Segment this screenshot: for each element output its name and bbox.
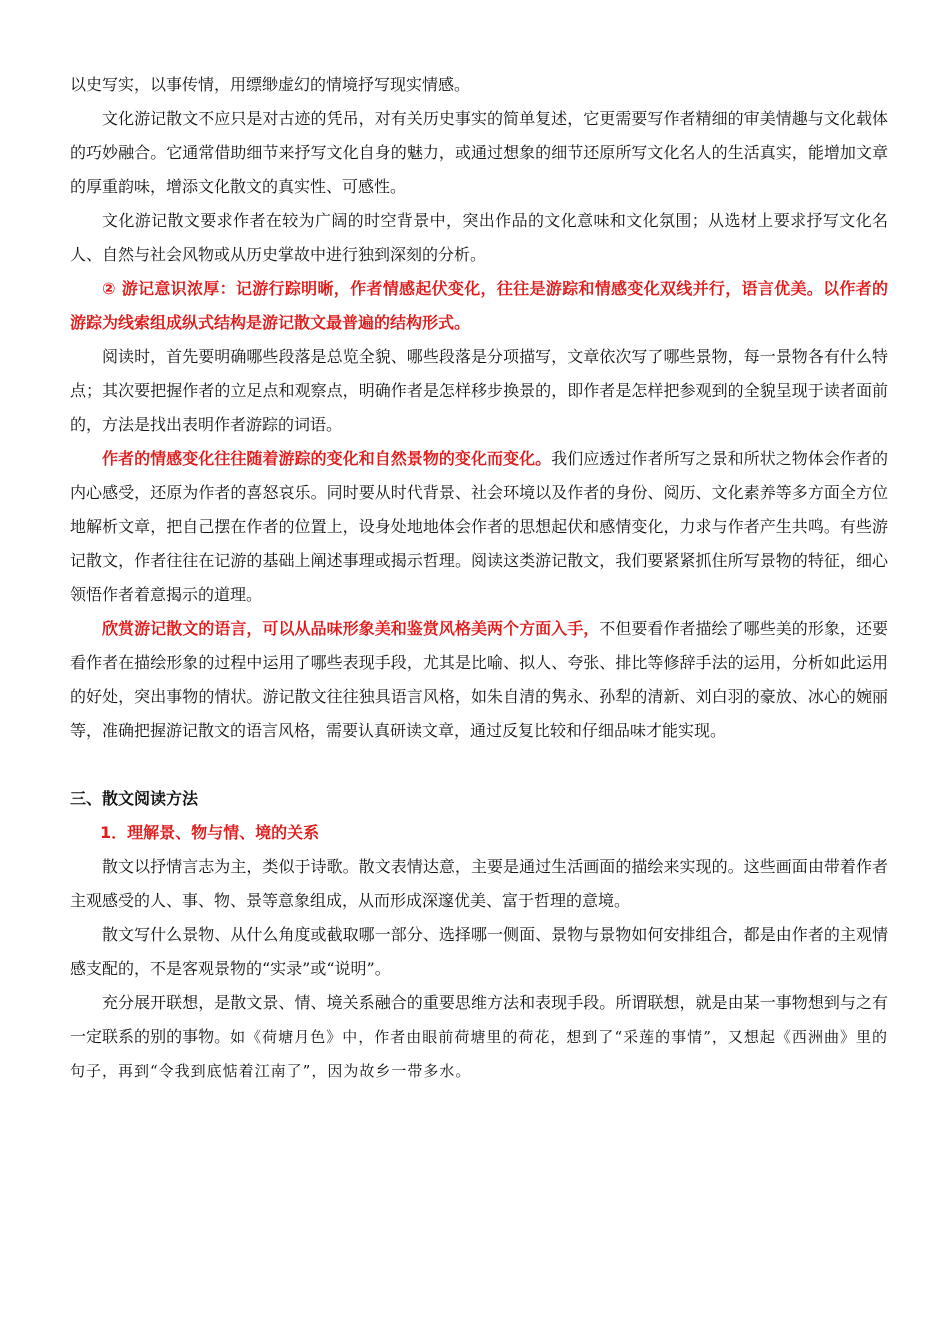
paragraph: 散文以抒情言志为主，类似于诗歌。散文表情达意，主要是通过生活画面的描绘来实现的。这些画面由带着作者主观感受的人、事、物、景等意象组成，从而形成深邃优美、富于哲理的意境。 bbox=[70, 857, 888, 910]
highlighted-sentence: 作者的情感变化往往随着游踪的变化和自然景物的变化而变化。 bbox=[102, 449, 552, 468]
subsection-heading: 1．理解景、物与情、境的关系 bbox=[100, 823, 320, 842]
paragraph-text: 不但要看作者描绘了哪些美的形象，还要看作者在描绘形象的过程中运用了哪些表现手段，尤其是比喻、拟人、夸张、排比等修辞手法的运用，分析如此运用的好处，突出事物的情状。游记散文往往独具语言风格，如朱自清的隽永、孙犁的清新、刘白羽的豪放、冰心的婉丽等，准确把握游记散文的语言风格，需要认真研读文章，通过反复比较和仔细品味才能实现。 bbox=[70, 619, 888, 740]
paragraph bbox=[70, 442, 888, 612]
paragraph: 文化游记散文要求作者在较为广阔的时空背景中，突出作品的文化意味和文化氛围；从选材上要求抒写文化名人、自然与社会风物或从历史掌故中进行独到深刻的分析。 bbox=[70, 211, 888, 264]
paragraph-text: 充分展开联想，是散文景、情、境关系融合的重要思维方法和表现手段。所谓联想，就是由某一事物想到与之有一定联系的别的事物。 bbox=[70, 993, 888, 1046]
document-page bbox=[70, 68, 888, 1088]
paragraph bbox=[70, 986, 888, 1088]
spacer bbox=[70, 748, 888, 782]
paragraph: 以史写实，以事传情，用缥缈虚幻的情境抒写现实情感。 bbox=[70, 75, 471, 94]
highlighted-sentence: 欣赏游记散文的语言，可以从品味形象美和鉴赏风格美两个方面入手， bbox=[102, 619, 600, 638]
paragraph: 阅读时，首先要明确哪些段落是总览全貌、哪些段落是分项描写，文章依次写了哪些景物，每一景物各有什么特点；其次要把握作者的立足点和观察点，明确作者是怎样移步换景的，即作者是怎样把参观到的全貌呈现于读者面前的，方法是找出表明作者游踪的词语。 bbox=[70, 347, 888, 434]
example-text: 如《荷塘月色》中，作者由眼前荷塘里的荷花，想到了“采莲的事情”，又想起《西洲曲》里的句子，再到“令我到底惦着江南了”，因为故乡一带多水。 bbox=[70, 1028, 888, 1080]
paragraph: 散文写什么景物、从什么角度或截取哪一部分、选择哪一侧面、景物与景物如何安排组合，都是由作者的主观情感支配的，不是客观景物的“实录”或“说明”。 bbox=[70, 925, 888, 978]
paragraph: 文化游记散文不应只是对古迹的凭吊，对有关历史事实的简单复述，它更需要写作者精细的审美情趣与文化载体的巧妙融合。它通常借助细节来抒写文化自身的魅力，或通过想象的细节还原所写文化名人的生活真实，能增加文章的厚重韵味，增添文化散文的真实性、可感性。 bbox=[70, 109, 888, 196]
paragraph-text: 我们应透过作者所写之景和所状之物体会作者的内心感受，还原为作者的喜怒哀乐。同时要从时代背景、社会环境以及作者的身份、阅历、文化素养等多方面全方位地解析文章，把自己摆在作者的位置上，设身处地地体会作者的思想起伏和感情变化，力求与作者产生共鸣。有些游记散文，作者往往在记游的基础上阐述事理或揭示哲理。阅读这类游记散文，我们要紧紧抓住所写景物的特征，细心领悟作者着意揭示的道理。 bbox=[70, 449, 888, 604]
paragraph bbox=[70, 612, 888, 748]
highlighted-paragraph: ② 游记意识浓厚：记游行踪明晰，作者情感起伏变化，往往是游踪和情感变化双线并行，语言优美。以作者的游踪为线索组成纵式结构是游记散文最普遍的结构形式。 bbox=[70, 279, 888, 332]
section-heading: 三、散文阅读方法 bbox=[70, 789, 199, 808]
